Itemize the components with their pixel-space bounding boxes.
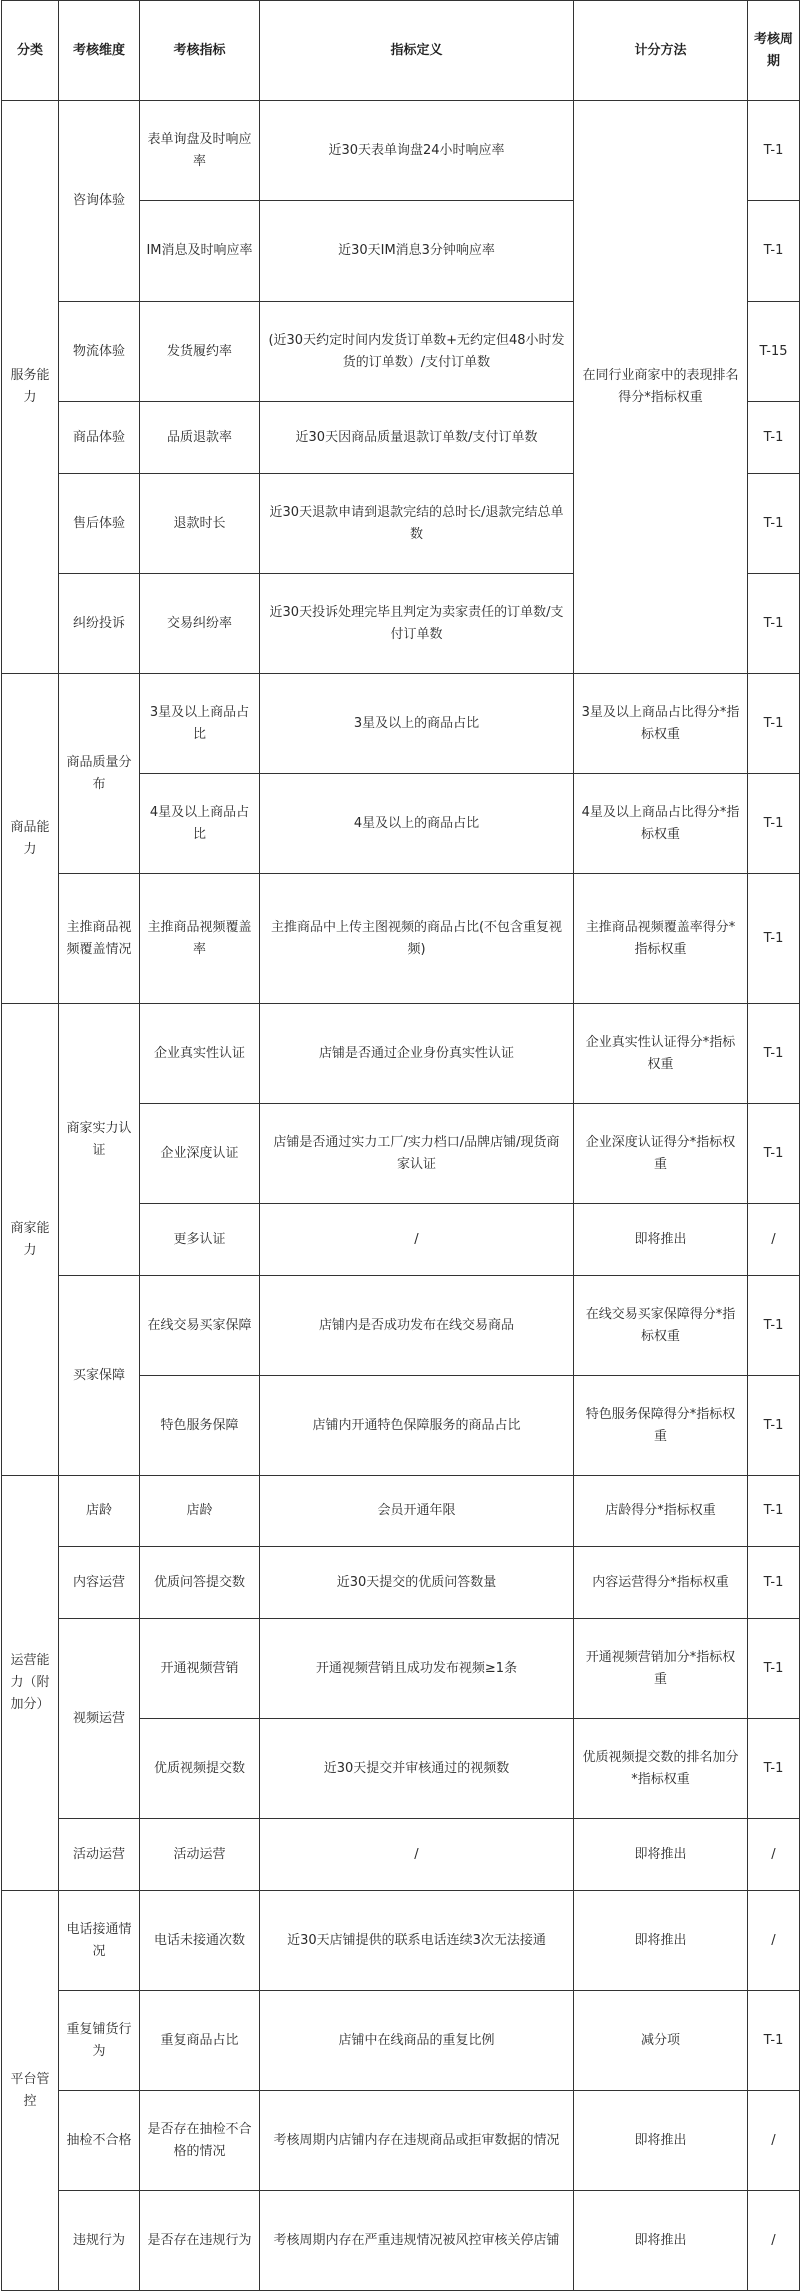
assessment-table-container (1, 0, 800, 2291)
period-cell: T-1 (748, 1991, 800, 2091)
dimension-cell: 买家保障 (59, 1276, 140, 1476)
dimension-cell: 重复铺货行为 (59, 1991, 140, 2091)
scoring-cell: 3星及以上商品占比得分*指标权重 (574, 674, 748, 774)
period-cell: T-1 (748, 1004, 800, 1104)
period-cell: T-1 (748, 1104, 800, 1204)
scoring-cell: 4星及以上商品占比得分*指标权重 (574, 774, 748, 874)
definition-cell: 店铺内是否成功发布在线交易商品 (260, 1276, 574, 1376)
indicator-cell: 是否存在违规行为 (140, 2191, 260, 2291)
period-cell: T-1 (748, 1276, 800, 1376)
dimension-cell: 电话接通情况 (59, 1891, 140, 1991)
indicator-cell: 企业真实性认证 (140, 1004, 260, 1104)
definition-cell: 近30天表单询盘24小时响应率 (260, 101, 574, 201)
dimension-cell: 纠纷投诉 (59, 574, 140, 674)
table-row (2, 674, 800, 774)
definition-cell: 近30天退款申请到退款完结的总时长/退款完结总单数 (260, 474, 574, 574)
definition-cell: 3星及以上的商品占比 (260, 674, 574, 774)
dimension-cell: 视频运营 (59, 1619, 140, 1819)
scoring-cell: 优质视频提交数的排名加分*指标权重 (574, 1719, 748, 1819)
definition-cell: 近30天投诉处理完毕且判定为卖家责任的订单数/支付订单数 (260, 574, 574, 674)
period-cell: T-1 (748, 101, 800, 201)
table-row (2, 1819, 800, 1891)
definition-cell: / (260, 1204, 574, 1276)
scoring-cell: 减分项 (574, 1991, 748, 2091)
indicator-cell: IM消息及时响应率 (140, 201, 260, 302)
dimension-cell: 商品质量分布 (59, 674, 140, 874)
dimension-cell: 主推商品视频覆盖情况 (59, 874, 140, 1004)
definition-cell: 考核周期内店铺内存在违规商品或拒审数据的情况 (260, 2091, 574, 2191)
scoring-cell: 特色服务保障得分*指标权重 (574, 1376, 748, 1476)
dimension-cell: 咨询体验 (59, 101, 140, 302)
table-row (2, 1619, 800, 1719)
period-cell: T-1 (748, 574, 800, 674)
scoring-cell: 即将推出 (574, 2191, 748, 2291)
scoring-cell: 即将推出 (574, 2091, 748, 2191)
definition-cell: 4星及以上的商品占比 (260, 774, 574, 874)
definition-cell: 店铺中在线商品的重复比例 (260, 1991, 574, 2091)
definition-cell: 近30天提交的优质问答数量 (260, 1547, 574, 1619)
indicator-cell: 交易纠纷率 (140, 574, 260, 674)
table-row (2, 1476, 800, 1547)
dimension-cell: 内容运营 (59, 1547, 140, 1619)
period-cell: T-1 (748, 874, 800, 1004)
dimension-cell: 商家实力认证 (59, 1004, 140, 1276)
scoring-cell: 开通视频营销加分*指标权重 (574, 1619, 748, 1719)
scoring-cell: 内容运营得分*指标权重 (574, 1547, 748, 1619)
period-cell: T-1 (748, 201, 800, 302)
table-row (2, 101, 800, 201)
table-row (2, 1891, 800, 1991)
period-cell: T-15 (748, 302, 800, 402)
scoring-cell: 主推商品视频覆盖率得分*指标权重 (574, 874, 748, 1004)
indicator-cell: 发货履约率 (140, 302, 260, 402)
dimension-cell: 售后体验 (59, 474, 140, 574)
dimension-cell: 违规行为 (59, 2191, 140, 2291)
period-cell: T-1 (748, 1619, 800, 1719)
period-cell: T-1 (748, 1476, 800, 1547)
dimension-cell: 物流体验 (59, 302, 140, 402)
definition-cell: 店铺是否通过企业身份真实性认证 (260, 1004, 574, 1104)
table-row (2, 874, 800, 1004)
indicator-cell: 3星及以上商品占比 (140, 674, 260, 774)
header-indicator: 考核指标 (140, 1, 260, 101)
indicator-cell: 店龄 (140, 1476, 260, 1547)
scoring-cell: 即将推出 (574, 1891, 748, 1991)
indicator-cell: 活动运营 (140, 1819, 260, 1891)
table-row (2, 2091, 800, 2191)
indicator-cell: 电话未接通次数 (140, 1891, 260, 1991)
header-definition: 指标定义 (260, 1, 574, 101)
definition-cell: 近30天店铺提供的联系电话连续3次无法接通 (260, 1891, 574, 1991)
definition-cell: 近30天提交并审核通过的视频数 (260, 1719, 574, 1819)
indicator-cell: 是否存在抽检不合格的情况 (140, 2091, 260, 2191)
period-cell: / (748, 1819, 800, 1891)
dimension-cell: 活动运营 (59, 1819, 140, 1891)
period-cell: T-1 (748, 1547, 800, 1619)
scoring-cell: 即将推出 (574, 1204, 748, 1276)
definition-cell: 近30天因商品质量退款订单数/支付订单数 (260, 402, 574, 474)
category-cell: 商品能力 (2, 674, 59, 1004)
period-cell: / (748, 1891, 800, 1991)
table-row (2, 2191, 800, 2291)
table-row (2, 1004, 800, 1104)
indicator-cell: 优质视频提交数 (140, 1719, 260, 1819)
category-cell: 平台管控 (2, 1891, 59, 2291)
definition-cell: / (260, 1819, 574, 1891)
definition-cell: (近30天约定时间内发货订单数+无约定但48小时发货的订单数）/支付订单数 (260, 302, 574, 402)
indicator-cell: 在线交易买家保障 (140, 1276, 260, 1376)
indicator-cell: 主推商品视频覆盖率 (140, 874, 260, 1004)
dimension-cell: 店龄 (59, 1476, 140, 1547)
assessment-table (1, 0, 800, 2291)
period-cell: T-1 (748, 474, 800, 574)
indicator-cell: 退款时长 (140, 474, 260, 574)
header-category: 分类 (2, 1, 59, 101)
category-cell: 服务能力 (2, 101, 59, 674)
period-cell: T-1 (748, 774, 800, 874)
indicator-cell: 4星及以上商品占比 (140, 774, 260, 874)
indicator-cell: 开通视频营销 (140, 1619, 260, 1719)
header-dimension: 考核维度 (59, 1, 140, 101)
indicator-cell: 表单询盘及时响应率 (140, 101, 260, 201)
definition-cell: 店铺内开通特色保障服务的商品占比 (260, 1376, 574, 1476)
indicator-cell: 重复商品占比 (140, 1991, 260, 2091)
scoring-cell: 在同行业商家中的表现排名得分*指标权重 (574, 101, 748, 674)
period-cell: T-1 (748, 1719, 800, 1819)
scoring-cell: 在线交易买家保障得分*指标权重 (574, 1276, 748, 1376)
definition-cell: 主推商品中上传主图视频的商品占比(不包含重复视频) (260, 874, 574, 1004)
scoring-cell: 企业深度认证得分*指标权重 (574, 1104, 748, 1204)
period-cell: T-1 (748, 674, 800, 774)
definition-cell: 店铺是否通过实力工厂/实力档口/品牌店铺/现货商家认证 (260, 1104, 574, 1204)
period-cell: / (748, 2091, 800, 2191)
period-cell: T-1 (748, 402, 800, 474)
indicator-cell: 优质问答提交数 (140, 1547, 260, 1619)
period-cell: T-1 (748, 1376, 800, 1476)
indicator-cell: 企业深度认证 (140, 1104, 260, 1204)
definition-cell: 近30天IM消息3分钟响应率 (260, 201, 574, 302)
category-cell: 商家能力 (2, 1004, 59, 1476)
header-scoring: 计分方法 (574, 1, 748, 101)
table-row (2, 1547, 800, 1619)
definition-cell: 开通视频营销且成功发布视频≥1条 (260, 1619, 574, 1719)
table-row (2, 1991, 800, 2091)
category-cell: 运营能力（附加分） (2, 1476, 59, 1891)
scoring-cell: 店龄得分*指标权重 (574, 1476, 748, 1547)
table-row (2, 1276, 800, 1376)
header-row (2, 1, 800, 101)
header-period: 考核周期 (748, 1, 800, 101)
definition-cell: 会员开通年限 (260, 1476, 574, 1547)
period-cell: / (748, 2191, 800, 2291)
indicator-cell: 更多认证 (140, 1204, 260, 1276)
indicator-cell: 品质退款率 (140, 402, 260, 474)
period-cell: / (748, 1204, 800, 1276)
dimension-cell: 抽检不合格 (59, 2091, 140, 2191)
dimension-cell: 商品体验 (59, 402, 140, 474)
definition-cell: 考核周期内存在严重违规情况被风控审核关停店铺 (260, 2191, 574, 2291)
scoring-cell: 企业真实性认证得分*指标权重 (574, 1004, 748, 1104)
scoring-cell: 即将推出 (574, 1819, 748, 1891)
indicator-cell: 特色服务保障 (140, 1376, 260, 1476)
